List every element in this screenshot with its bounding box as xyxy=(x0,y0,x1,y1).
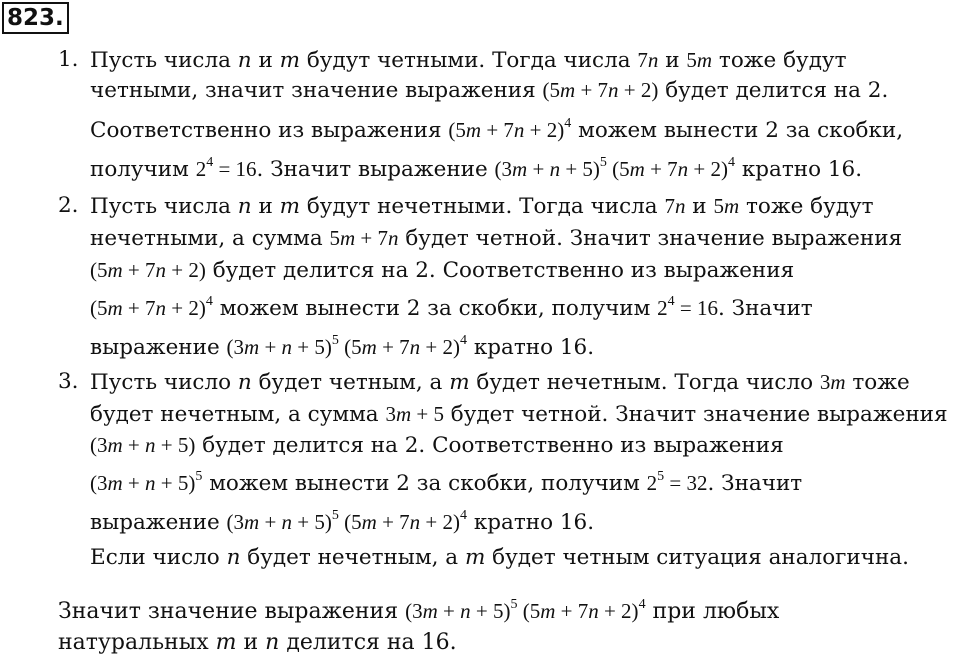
item-1-line-3: Соответственно из выражения $(5m + 7n + 2)^4$ можем вынести 2 за скобки, xyxy=(90,116,904,143)
item-3-marker: 3. xyxy=(58,369,79,394)
conclusion-line-1: Значит значение выражения $(3m + n + 5)^5$ $(5m + 7n + 2)^4$ при любых xyxy=(58,597,780,624)
item-3-line-2: будет нечетным, а сумма 3m + 5 будет четной. Значит значение выражения xyxy=(90,402,948,427)
item-3-line-1: Пусть число n будет четным, а m будет нечетным. Тогда число 3m тоже xyxy=(90,370,910,395)
item-2-line-2: нечетными, а сумма 5m + 7n будет четной. Значит значение выражения xyxy=(90,226,903,251)
conclusion-line-2: натуральных m и n делится на 16. xyxy=(58,630,457,655)
item-1-line-4: получим $2^4 = 16$. Значит выражение $(3m + n + 5)^5$ $(5m + 7n + 2)^4$ кратно 16. xyxy=(90,155,863,182)
item-3-line-6: Если число n будет нечетным, а m будет четным ситуация аналогична. xyxy=(90,545,909,570)
item-2-line-4: $(5m + 7n + 2)^4$ можем вынести 2 за скобки, получим $2^4 = 16$. Значит xyxy=(90,294,813,321)
item-2-line-1: Пусть числа n и m будут нечетными. Тогда числа 7n и 5m тоже будут xyxy=(90,194,874,219)
item-3-line-5: выражение $(3m + n + 5)^5$ $(5m + 7n + 2)^4$ кратно 16. xyxy=(90,508,595,535)
item-2-marker: 2. xyxy=(58,193,79,218)
item-3-line-3: (3m + n + 5) будет делится на 2. Соответственно из выражения xyxy=(90,433,784,458)
item-3-line-4: $(3m + n + 5)^5$ можем вынести 2 за скобки, получим $2^5 = 32$. Значит xyxy=(90,469,803,496)
problem-number-box: 823. xyxy=(2,2,69,34)
item-2-line-5: выражение $(3m + n + 5)^5$ $(5m + 7n + 2)^4$ кратно 16. xyxy=(90,333,595,360)
item-1-line-2: четными, значит значение выражения (5m + 7n + 2) будет делится на 2. xyxy=(90,78,889,103)
item-1-marker: 1. xyxy=(58,47,79,72)
item-2-line-3: (5m + 7n + 2) будет делится на 2. Соответственно из выражения xyxy=(90,258,795,283)
item-1-line-1: Пусть числа n и m будут четными. Тогда числа 7n и 5m тоже будут xyxy=(90,48,847,73)
